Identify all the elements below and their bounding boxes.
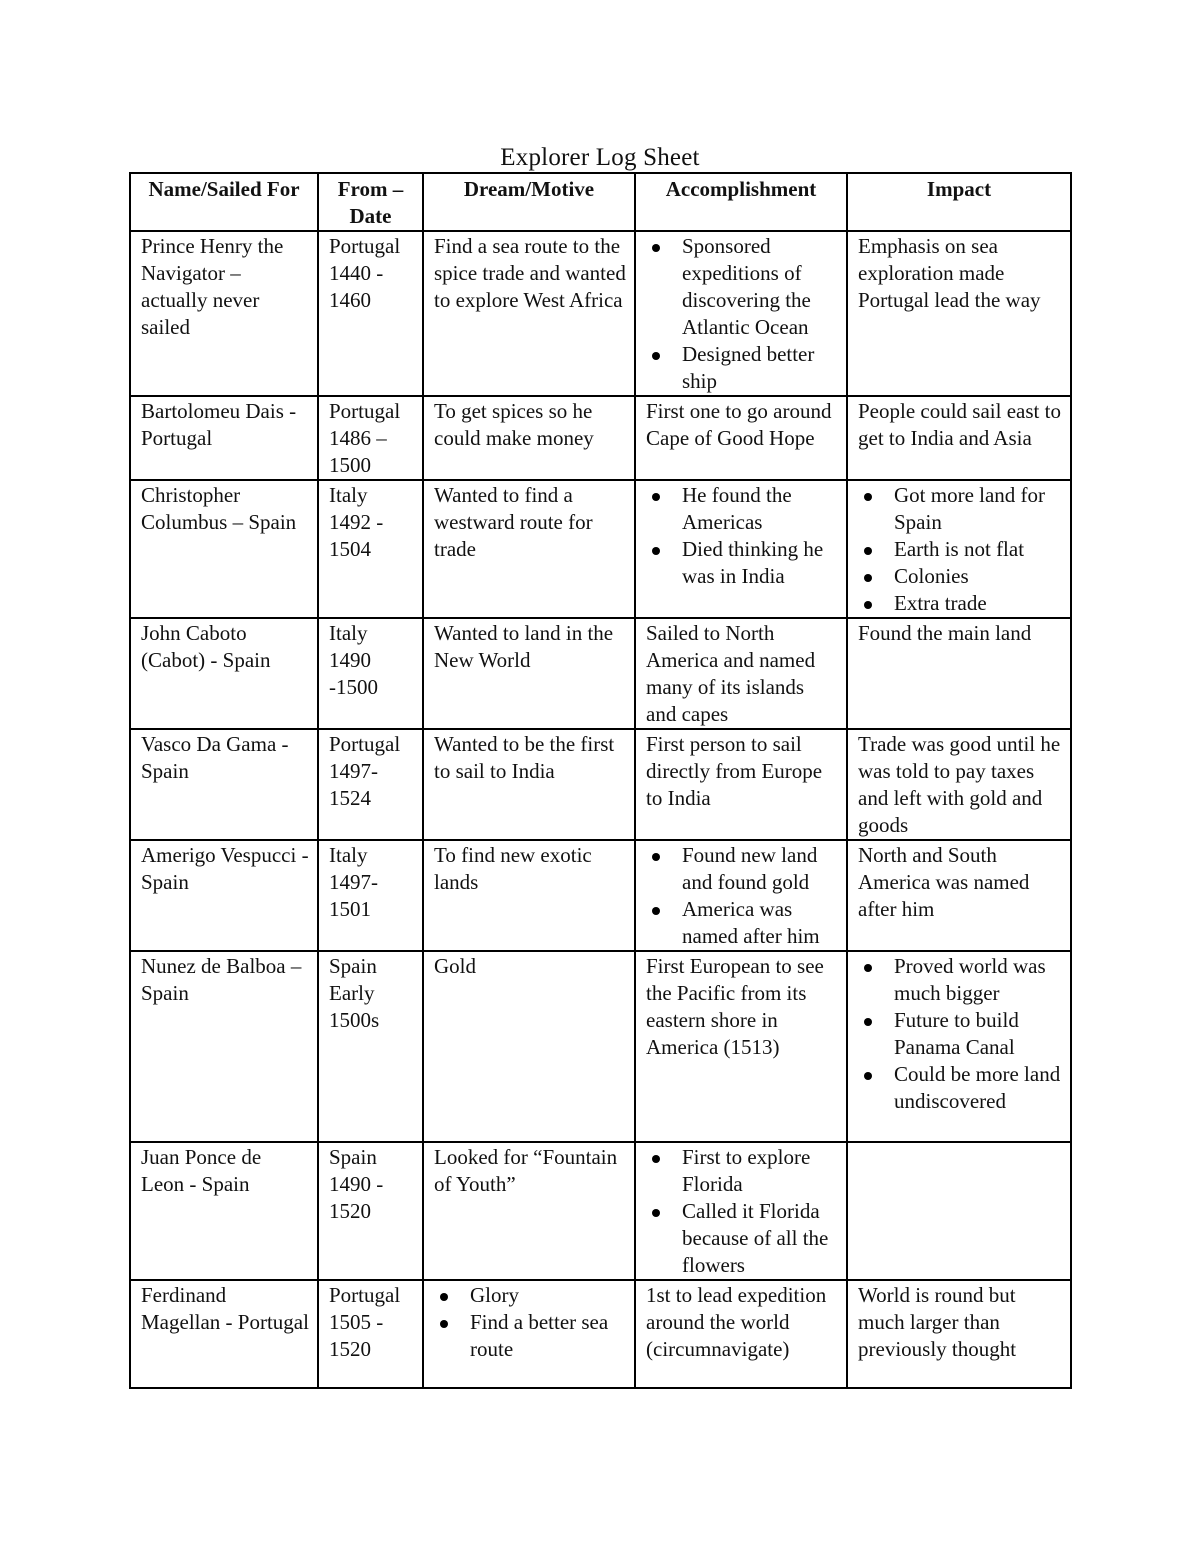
cell-motive: To find new exotic lands [423, 840, 635, 951]
cell-impact: Found the main land [847, 618, 1071, 729]
cell-name: Vasco Da Gama - Spain [130, 729, 318, 840]
cell-name: Nunez de Balboa – Spain [130, 951, 318, 1142]
log-body [130, 231, 1071, 1388]
bullet-item: Designed better ship [682, 341, 838, 395]
cell-impact [847, 1142, 1071, 1280]
cell-name: Bartolomeu Dais - Portugal [130, 396, 318, 480]
accomplishment-bullet-list [646, 842, 838, 950]
bullet-item: Future to build Panama Canal [894, 1007, 1062, 1061]
cell-name: Amerigo Vespucci - Spain [130, 840, 318, 951]
cell-motive: Looked for “Fountain of Youth” [423, 1142, 635, 1280]
header-row [130, 173, 1071, 231]
cell-date: Italy 1490 -1500 [318, 618, 423, 729]
cell-date: Portugal 1505 - 1520 [318, 1280, 423, 1388]
cell-name: Prince Henry the Navigator – actually never sailed [130, 231, 318, 396]
cell-accomplishment [635, 1142, 847, 1280]
bullet-item: Proved world was much bigger [894, 953, 1062, 1007]
cell-impact: Emphasis on sea exploration made Portugal lead the way [847, 231, 1071, 396]
cell-date: Portugal 1497- 1524 [318, 729, 423, 840]
cell-name: Christopher Columbus – Spain [130, 480, 318, 618]
cell-motive: Wanted to land in the New World [423, 618, 635, 729]
cell-impact: Trade was good until he was told to pay taxes and left with gold and goods [847, 729, 1071, 840]
bullet-item: Colonies [894, 563, 1062, 590]
cell-motive: Gold [423, 951, 635, 1142]
cell-accomplishment: First person to sail directly from Europe to India [635, 729, 847, 840]
bullet-item: Glory [470, 1282, 626, 1309]
cell-accomplishment: 1st to lead expedition around the world (circumnavigate) [635, 1280, 847, 1388]
table-row [130, 1280, 1071, 1388]
explorer-log-table [129, 172, 1072, 1389]
cell-date: Portugal 1440 - 1460 [318, 231, 423, 396]
cell-motive: Wanted to be the first to sail to India [423, 729, 635, 840]
cell-date: Italy 1492 - 1504 [318, 480, 423, 618]
cell-date: Portugal 1486 – 1500 [318, 396, 423, 480]
cell-accomplishment: Sailed to North America and named many of its islands and capes [635, 618, 847, 729]
cell-accomplishment [635, 840, 847, 951]
cell-accomplishment [635, 480, 847, 618]
accomplishment-bullet-list [646, 482, 838, 590]
bullet-item: Got more land for Spain [894, 482, 1062, 536]
bullet-item: Find a better sea route [470, 1309, 626, 1363]
bullet-item: Died thinking he was in India [682, 536, 838, 590]
cell-date: Italy 1497- 1501 [318, 840, 423, 951]
cell-date: Spain Early 1500s [318, 951, 423, 1142]
accomplishment-bullet-list [646, 233, 838, 395]
cell-name: John Caboto (Cabot) - Spain [130, 618, 318, 729]
cell-accomplishment [635, 231, 847, 396]
bullet-item: Found new land and found gold [682, 842, 838, 896]
bullet-item: Extra trade [894, 590, 1062, 617]
cell-motive [423, 1280, 635, 1388]
cell-impact: People could sail east to get to India and Asia [847, 396, 1071, 480]
cell-impact: North and South America was named after him [847, 840, 1071, 951]
table-row [130, 231, 1071, 396]
bullet-item: Earth is not flat [894, 536, 1062, 563]
header-date: From – Date [318, 173, 423, 231]
cell-accomplishment: First one to go around Cape of Good Hope [635, 396, 847, 480]
cell-date: Spain 1490 - 1520 [318, 1142, 423, 1280]
header-name: Name/Sailed For [130, 173, 318, 231]
header-impact: Impact [847, 173, 1071, 231]
page-title: Explorer Log Sheet [500, 144, 700, 171]
table-row [130, 480, 1071, 618]
bullet-item: He found the Americas [682, 482, 838, 536]
bullet-item: First to explore Florida [682, 1144, 838, 1198]
table-row [130, 618, 1071, 729]
cell-accomplishment: First European to see the Pacific from its eastern shore in America (1513) [635, 951, 847, 1142]
impact-bullet-list [858, 482, 1062, 617]
motive-bullet-list [434, 1282, 626, 1363]
impact-bullet-list [858, 953, 1062, 1115]
table-row [130, 729, 1071, 840]
cell-name: Ferdinand Magellan - Portugal [130, 1280, 318, 1388]
bullet-item: America was named after him [682, 896, 838, 950]
cell-impact [847, 480, 1071, 618]
cell-motive: Find a sea route to the spice trade and wanted to explore West Africa [423, 231, 635, 396]
header-accomplishment: Accomplishment [635, 173, 847, 231]
bullet-item: Sponsored expeditions of discovering the Atlantic Ocean [682, 233, 838, 341]
cell-name: Juan Ponce de Leon - Spain [130, 1142, 318, 1280]
table-row [130, 1142, 1071, 1280]
table-row [130, 396, 1071, 480]
cell-impact [847, 951, 1071, 1142]
table-row [130, 951, 1071, 1142]
header-motive: Dream/Motive [423, 173, 635, 231]
accomplishment-bullet-list [646, 1144, 838, 1279]
cell-impact: World is round but much larger than previously thought [847, 1280, 1071, 1388]
table-row [130, 840, 1071, 951]
bullet-item: Could be more land undiscovered [894, 1062, 1061, 1113]
cell-motive: Wanted to find a westward route for trade [423, 480, 635, 618]
bullet-item: Called it Florida because of all the flowers [682, 1198, 838, 1279]
cell-motive: To get spices so he could make money [423, 396, 635, 480]
